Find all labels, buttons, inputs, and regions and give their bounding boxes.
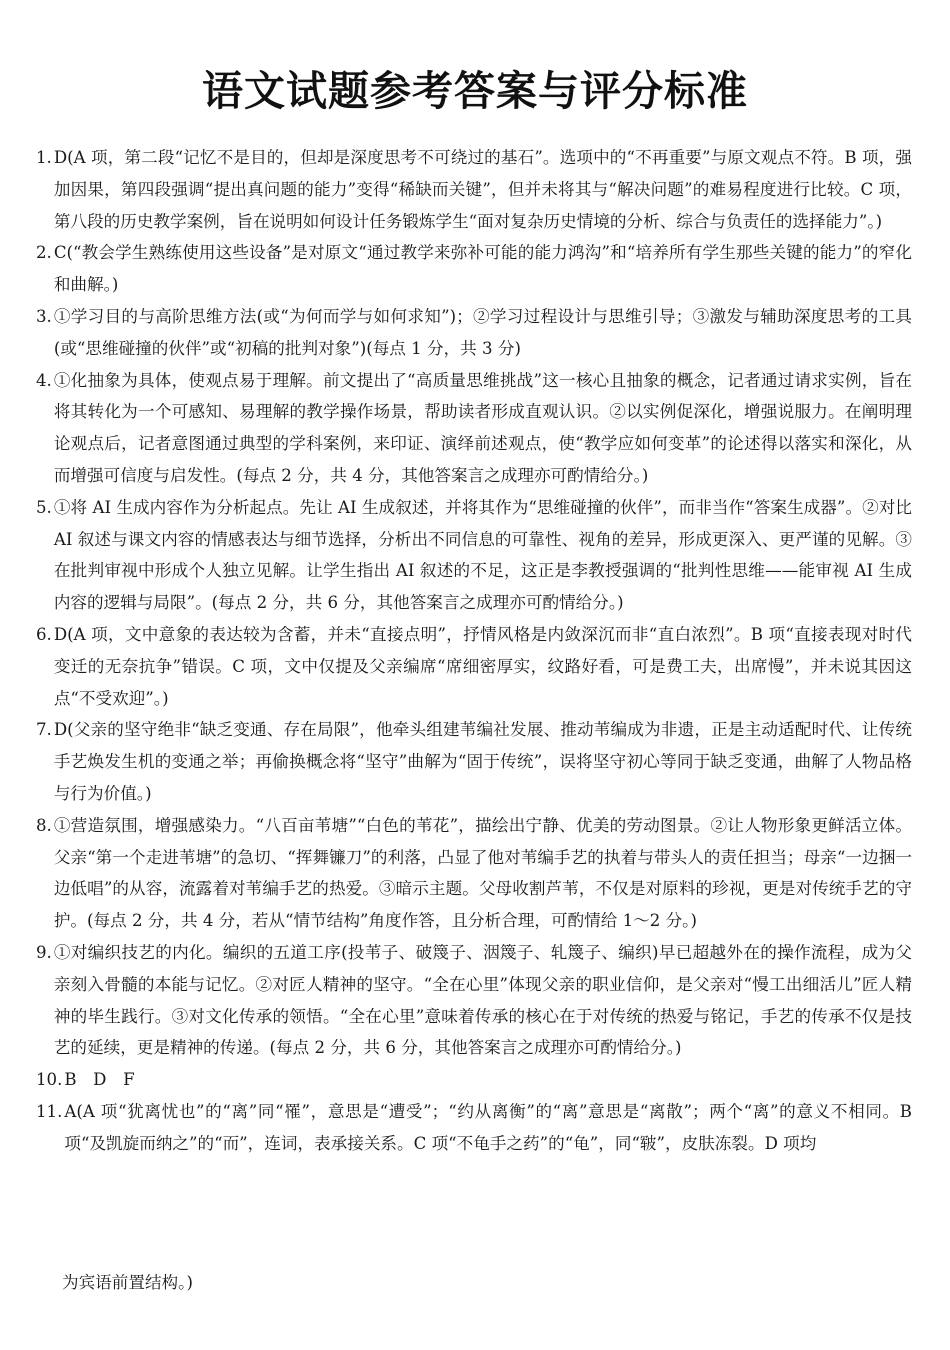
item-text: D(A 项，第二段“记忆不是目的，但却是深度思考不可绕过的基石”。选项中的“不再重要”与原文观点不符。B 项，强加因果，第四段强调“提出真问题的能力”变得“稀缺而关键”，但并未将其与“解决问题”的难易程度进行比较。C 项，第八段的历史教学案例，旨在说明如何设计任务锻炼学生“面对复杂历史情境的分析、综合与负责任的选择能力”。) xyxy=(53,148,912,231)
item-number: 1. xyxy=(36,148,52,167)
item-number: 11. xyxy=(36,1101,63,1121)
answer-item-11 xyxy=(36,1096,912,1160)
answer-item-3 xyxy=(36,301,912,365)
item-number: 5. xyxy=(36,497,52,517)
item-text: C(“教会学生熟练使用这些设备”是对原文“通过教学来弥补可能的能力鸿沟”和“培养所有学生那些关键的能力”的窄化和曲解。) xyxy=(53,243,912,295)
page-title: 语文试题参考答案与评分标准 xyxy=(202,67,748,115)
item-number: 9. xyxy=(36,942,52,962)
item-number: 8. xyxy=(36,815,52,835)
item-text: A(A 项“犹离忧也”的“离”同“罹”，意思是“遭受”；“约从离衡”的“离”意思是“离散”；两个“离”的意义不相同。B 项“及凯旋而纳之”的“而”，连词，表承接关系。C 项“不龟手之药”的“龟”，同“皲”，皮肤冻裂。D 项均 xyxy=(64,1101,912,1153)
answer-list xyxy=(36,142,912,1160)
item-text: D(父亲的坚守绝非“缺乏变通、存在局限”，他牵头组建苇编社发展、推动苇编成为非遗，正是主动适配时代、让传统手艺焕发生机的变通之举；再偷换概念将“坚守”曲解为“固于传统”，误将坚守初心等同于缺乏变通，曲解了人物品格与行为价值。) xyxy=(53,720,912,803)
answer-item-1 xyxy=(36,142,912,237)
item-number: 6. xyxy=(36,624,52,644)
answer-item-5 xyxy=(36,492,912,619)
item-text: ①对编织技艺的内化。编织的五道工序(投苇子、破篾子、洇篾子、轧篾子、编织)早已超越外在的操作流程，成为父亲刻入骨髓的本能与记忆。②对匠人精神的坚守。“全在心里”体现父亲的职业信仰，是父亲对“慢工出细活儿”匠人精神的毕生践行。③对文化传承的领悟。“全在心里”意味着传承的核心在于对传统的热爱与铭记，手艺的传承不仅是技艺的延续，更是精神的传递。(每点 2 分，共 6 分，其他答案言之成理亦可酌情给分。) xyxy=(53,942,912,1058)
item-number: 10. xyxy=(36,1070,63,1090)
item-number: 3. xyxy=(36,306,52,326)
item-number: 4. xyxy=(36,370,52,390)
answer-item-10 xyxy=(36,1064,912,1096)
answer-item-4 xyxy=(36,365,912,492)
answer-item-6 xyxy=(36,619,912,714)
answer-item-7 xyxy=(36,714,912,809)
item-text: D(A 项，文中意象的表达较为含蓄，并未“直接点明”，抒情风格是内敛深沉而非“直白浓烈”。B 项“直接表现对时代变迁的无奈抗争”错误。C 项，文中仅提及父亲编席“席细密厚实，纹路好看，可是费工夫，出席慢”，并未说其因这点“不受欢迎”。) xyxy=(53,624,912,708)
item-text: B D F xyxy=(64,1070,135,1090)
cut-off-line: 为宾语前置结构。) xyxy=(62,1273,193,1292)
item-text: ①将 AI 生成内容作为分析起点。先让 AI 生成叙述，并将其作为“思维碰撞的伙伴”，而非当作“答案生成器”。②对比 AI 叙述与课文内容的情感表达与细节选择，分析出不同信息的可靠性、视角的差异，形成更深入、更严谨的见解。③在批判审视中形成个人独立见解。让学生指出 AI 叙述的不足，这正是李教授强调的“批判性思维——能审视 AI 生成内容的逻辑与局限”。(每点 2 分，共 6 分，其他答案言之成理亦可酌情给分。) xyxy=(53,497,912,613)
item-number: 7. xyxy=(36,720,52,740)
answer-item-8 xyxy=(36,810,912,937)
item-text: ①化抽象为具体，使观点易于理解。前文提出了“高质量思维挑战”这一核心且抽象的概念，记者通过请求实例，旨在将其转化为一个可感知、易理解的教学操作场景，帮助读者形成直观认识。②以实例促深化，增强说服力。在阐明理论观点后，记者意图通过典型的学科案例，来印证、演绎前述观点，使“教学应如何变革”的论述得以落实和深化，从而增强可信度与启发性。(每点 2 分，共 4 分，其他答案言之成理亦可酌情给分。) xyxy=(53,370,912,485)
item-text: ①营造氛围，增强感染力。“八百亩苇塘”“白色的苇花”，描绘出宁静、优美的劳动图景。②让人物形象更鲜活立体。父亲“第一个走进苇塘”的急切、“挥舞镰刀”的利落，凸显了他对苇编手艺的执着与带头人的责任担当；母亲“一边捆一边低唱”的从容，流露着对苇编手艺的热爱。③暗示主题。父母收割芦苇，不仅是对原料的珍视，更是对传统手艺的守护。(每点 2 分，共 4 分，若从“情节结构”角度作答，且分析合理，可酌情给 1～2 分。) xyxy=(53,815,912,931)
answer-item-9 xyxy=(36,937,912,1064)
item-number: 2. xyxy=(36,243,52,263)
item-text: ①学习目的与高阶思维方法(或“为何而学与如何求知”)；②学习过程设计与思维引导；③激发与辅助深度思考的工具(或“思维碰撞的伙伴”或“初稿的批判对象”)(每点 1 分，共 3 分) xyxy=(53,306,912,358)
answer-item-2 xyxy=(36,237,912,301)
